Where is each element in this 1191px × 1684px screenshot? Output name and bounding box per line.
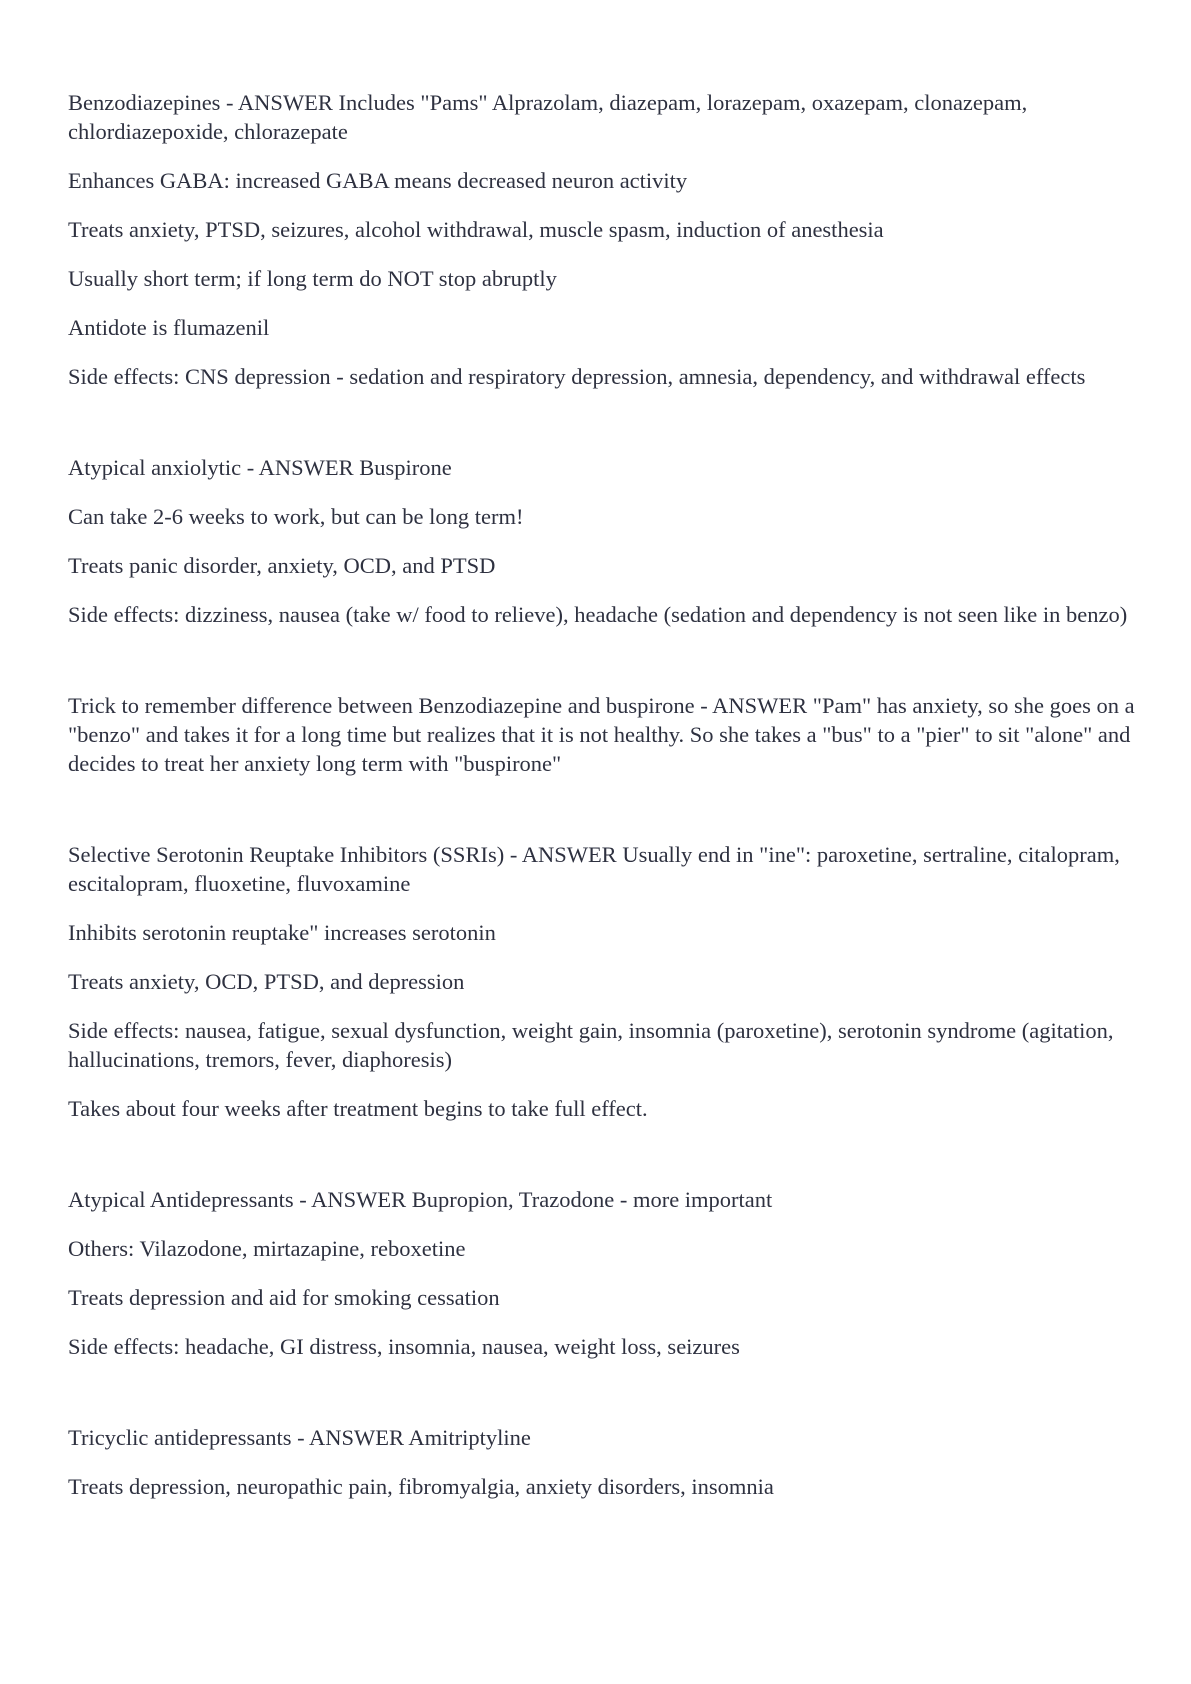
paragraph: Treats anxiety, PTSD, seizures, alcohol withdrawal, muscle spasm, induction of anesthesia	[68, 217, 884, 242]
paragraph: Side effects: dizziness, nausea (take w/ food to relieve), headache (sedation and dependency is not seen like in benzo)	[68, 602, 1128, 627]
paragraph: Treats depression, neuropathic pain, fibromyalgia, anxiety disorders, insomnia	[68, 1474, 774, 1499]
document-page	[68, 88, 1138, 1563]
paragraph: Inhibits serotonin reuptake" increases serotonin	[68, 920, 496, 945]
paragraph: Atypical anxiolytic - ANSWER Buspirone	[68, 455, 452, 480]
paragraph: Tricyclic antidepressants - ANSWER Amitriptyline	[68, 1425, 531, 1450]
paragraph: Atypical Antidepressants - ANSWER Bupropion, Trazodone - more important	[68, 1187, 773, 1212]
paragraph: Antidote is flumazenil	[68, 315, 270, 340]
paragraph: Trick to remember difference between Benzodiazepine and buspirone - ANSWER "Pam" has anxiety, so she goes on a "benzo" and takes it for a long time but realizes that it is not healthy. So she takes a "bus" to a "pier" to sit "alone" and decides to treat her anxiety long term with "buspirone"	[68, 693, 1135, 776]
section-benzodiazepines	[68, 88, 1138, 391]
paragraph: Side effects: headache, GI distress, insomnia, nausea, weight loss, seizures	[68, 1334, 740, 1359]
paragraph: Benzodiazepines - ANSWER Includes "Pams" Alprazolam, diazepam, lorazepam, oxazepam, clonazepam, chlordiazepoxide, chlorazepate	[68, 90, 1028, 144]
paragraph: Usually short term; if long term do NOT stop abruptly	[68, 266, 557, 291]
paragraph: Can take 2-6 weeks to work, but can be long term!	[68, 504, 524, 529]
paragraph: Side effects: CNS depression - sedation and respiratory depression, amnesia, dependency, and withdrawal effects	[68, 364, 1086, 389]
paragraph: Takes about four weeks after treatment begins to take full effect.	[68, 1096, 648, 1121]
paragraph: Treats depression and aid for smoking cessation	[68, 1285, 500, 1310]
paragraph: Selective Serotonin Reuptake Inhibitors (SSRIs) - ANSWER Usually end in "ine": paroxetine, sertraline, citalopram, escitalopram, fluoxetine, fluvoxamine	[68, 842, 1120, 896]
section-atypical-antidepressants	[68, 1185, 1138, 1361]
paragraph: Treats panic disorder, anxiety, OCD, and PTSD	[68, 553, 496, 578]
section-tricyclic-antidepressants	[68, 1423, 1138, 1501]
section-memory-trick	[68, 691, 1138, 778]
paragraph: Side effects: nausea, fatigue, sexual dysfunction, weight gain, insomnia (paroxetine), serotonin syndrome (agitation, hallucinations, tremors, fever, diaphoresis)	[68, 1018, 1114, 1072]
paragraph: Enhances GABA: increased GABA means decreased neuron activity	[68, 168, 688, 193]
section-atypical-anxiolytic	[68, 453, 1138, 629]
paragraph: Others: Vilazodone, mirtazapine, reboxetine	[68, 1236, 466, 1261]
section-ssris	[68, 840, 1138, 1123]
paragraph: Treats anxiety, OCD, PTSD, and depression	[68, 969, 465, 994]
